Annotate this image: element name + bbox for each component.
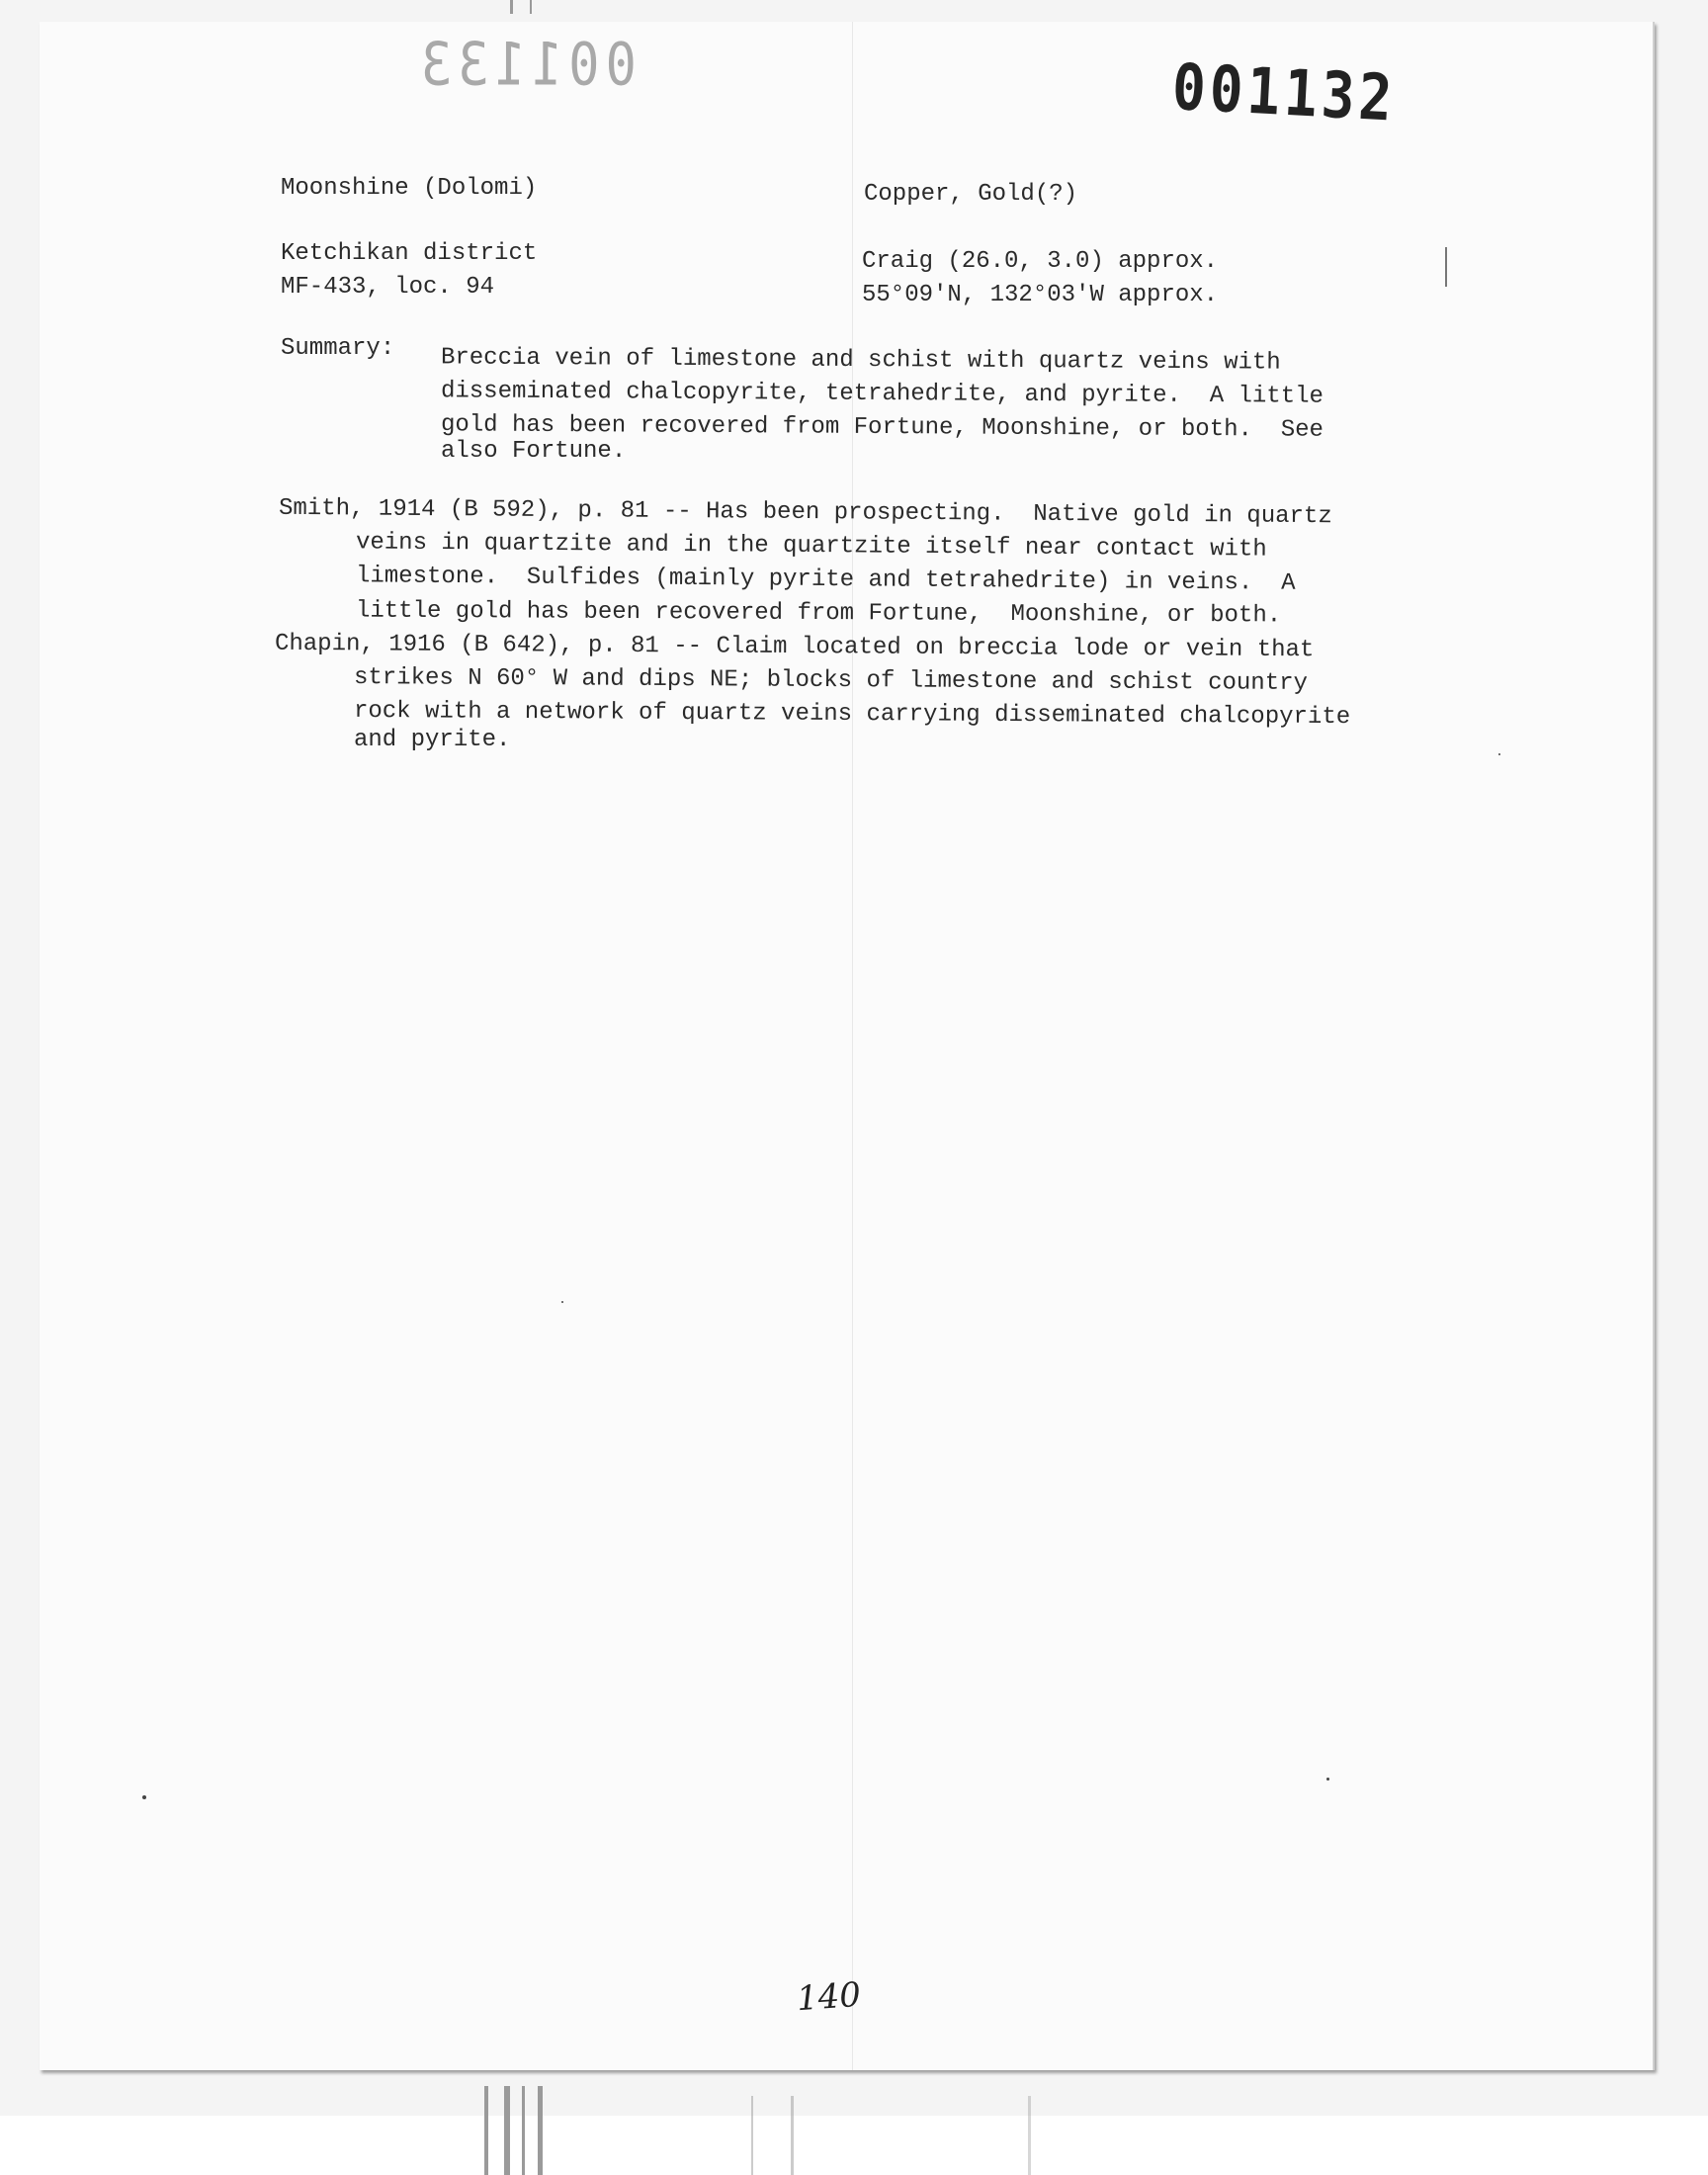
commodity: Copper, Gold(?) (864, 181, 1078, 208)
reference-line: Smith, 1914 (B 592), p. 81 -- Has been prospecting. Native gold in quartz (278, 494, 1332, 531)
scan-artifact-top (510, 0, 513, 14)
property-name: Moonshine (Dolomi) (281, 175, 538, 202)
summary-line: disseminated chalcopyrite, tetrahedrite, and pyrite. A little (440, 378, 1324, 410)
fold-line (852, 22, 853, 2070)
scan-artifact-bottom (522, 2086, 525, 2175)
scan-artifact-bottom (504, 2086, 510, 2175)
document-sheet (40, 22, 1655, 2070)
reference-line: veins in quartzite and in the quartzite itself near contact with (355, 529, 1267, 564)
mirrored-stamp-number: 001133 (415, 31, 637, 100)
summary-line: gold has been recovered from Fortune, Moonshine, or both. See (440, 411, 1324, 444)
reference-line: strikes N 60° W and dips NE; blocks of limestone and schist country (353, 664, 1309, 697)
scan-artifact-bottom (791, 2096, 794, 2175)
speck (1326, 1778, 1329, 1781)
quadrangle: Craig (26.0, 3.0) approx. (862, 248, 1219, 275)
summary-line: also Fortune. (441, 438, 627, 465)
district: Ketchikan district (281, 240, 538, 267)
reference-line: rock with a network of quartz veins carrying disseminated chalcopyrite (353, 697, 1351, 732)
scan-artifact-bottom (484, 2086, 488, 2175)
scan-artifact-bottom (1028, 2096, 1031, 2175)
reference-line: Chapin, 1916 (B 642), p. 81 -- Claim located on breccia lode or vein that (274, 630, 1315, 664)
speck (561, 1301, 563, 1303)
summary-line: Breccia vein of limestone and schist with quartz veins with (440, 344, 1281, 377)
reference-line: and pyrite. (354, 727, 511, 753)
handwritten-page-number: 140 (795, 1974, 863, 2020)
coordinates: 55°09'N, 132°03'W approx. (862, 282, 1219, 308)
reference-line: little gold has been recovered from Fortune, Moonshine, or both. (355, 597, 1282, 630)
reference-line: limestone. Sulfides (mainly pyrite and tetrahedrite) in veins. A (355, 563, 1296, 597)
scan-artifact-top (530, 0, 532, 14)
scan-artifact-bottom (538, 2086, 543, 2175)
scan-artifact-bottom (751, 2096, 753, 2175)
speck (1498, 753, 1500, 755)
map-reference: MF-433, loc. 94 (281, 274, 495, 301)
document-stamp-number: 001132 (1170, 50, 1399, 136)
speck (142, 1795, 146, 1799)
margin-mark (1445, 247, 1447, 287)
scan-bottom-band (0, 2116, 1708, 2175)
summary-label: Summary: (281, 335, 395, 362)
